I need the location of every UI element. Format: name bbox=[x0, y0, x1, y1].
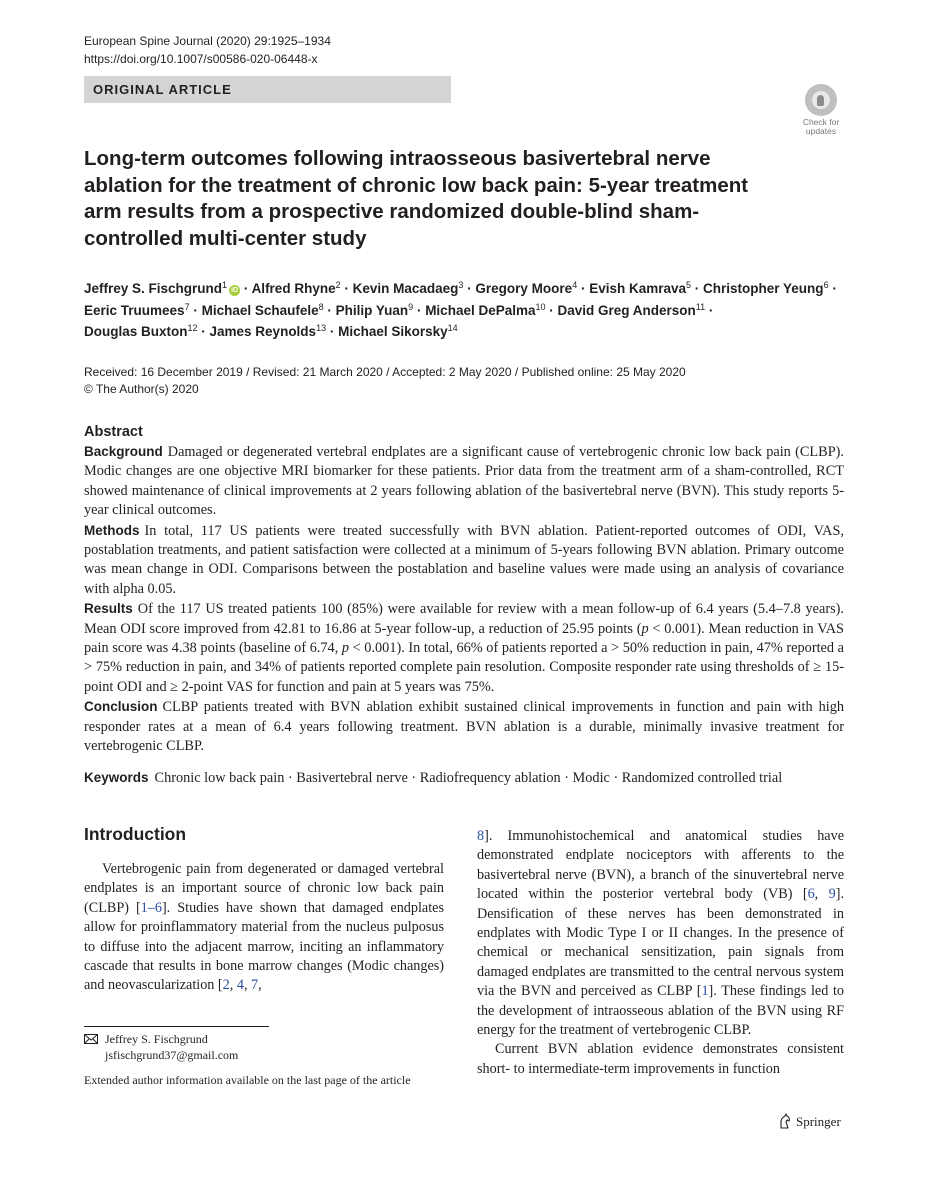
intro-paragraph-2: Current BVN ablation evidence demonstrates consistent short- to intermediate-term improvements in function bbox=[477, 1041, 844, 1077]
citation-link[interactable]: 1 bbox=[701, 983, 709, 1000]
author[interactable]: Alfred Rhyne$^2$ bbox=[251, 280, 341, 296]
copyright-line: © The Author(s) 2020 bbox=[84, 382, 199, 396]
publisher-name: Springer bbox=[796, 1114, 841, 1129]
citation-link[interactable]: 9 bbox=[828, 886, 836, 903]
citation-link[interactable]: 4 bbox=[236, 977, 244, 994]
author[interactable]: David Greg Anderson$^{11}$ bbox=[557, 301, 706, 318]
keywords-label: Keywords bbox=[84, 770, 149, 785]
crossmark-icon bbox=[805, 84, 837, 116]
abstract-background: Background Damaged or degenerated vertebral endplates are a significant cause of vertebrogenic chronic low back pain (CLBP). Modic changes are one objective MRI biomarker for these patients. Prior data from the treatment arm of a sham-controlled, RCT showed maintenance of clinical improvements at 2 years following ablation of the basivertebral nerve (BVN). This study reports 5-year clinical outcomes. bbox=[84, 444, 844, 519]
keywords bbox=[84, 768, 844, 788]
author[interactable]: Gregory Moore$^4$ bbox=[475, 280, 578, 296]
citation-link[interactable]: 1–6 bbox=[140, 899, 162, 916]
introduction-heading: Introduction bbox=[84, 824, 187, 844]
article-title: Long-term outcomes following intraosseous basivertebral nerve ablation for the treatment of chronic low back pain: 5-year treatment arm results from a prospective randomized double-blind sham-controlled multi-center study bbox=[84, 147, 749, 250]
envelope-icon bbox=[84, 1034, 98, 1044]
citation-link[interactable]: 8 bbox=[477, 828, 485, 844]
corresponding-author-name: Jeffrey S. Fischgrund bbox=[105, 1032, 208, 1046]
doi-link[interactable]: https://doi.org/10.1007/s00586-020-06448-x bbox=[84, 52, 318, 66]
corresponding-author-email[interactable]: jsfischgrund37@gmail.com bbox=[105, 1048, 239, 1062]
footnote-divider bbox=[84, 1026, 269, 1027]
abstract-results: Results Of the 117 US treated patients 100 (85%) were available for review with a mean follow-up of 6.4 years (5.4–7.8 years). Mean ODI score improved from 42.81 to 16.86 at 5-year follow-up, a reduction of 25.95 points (p < 0.001). Mean reduction in VAS pain score was 4.38 points (baseline of 6.74, p < 0.001). In total, 66% of patients reported a > 50% reduction in pain, 47% reported a > 75% reduction in pain, and 34% of patients reported complete pain resolution. Composite responder rate using thresholds of ≥ 15-point ODI and ≥ 2-point VAS for function and pain at 5 years was 75%. bbox=[84, 601, 844, 695]
author[interactable]: Michael Schaufele$^8$ bbox=[201, 301, 324, 318]
author[interactable]: Evish Kamrava$^5$ bbox=[589, 280, 692, 296]
abstract-conclusion: Conclusion CLBP patients treated with BVN ablation exhibit sustained clinical improvements in function and pain with high responder rates at a mean of 6.4 years following treatment. BVN ablation is a durable, minimally invasive treatment for vertebrogenic CLBP. bbox=[84, 699, 844, 755]
intro-right-column bbox=[477, 827, 844, 1079]
author[interactable]: Christopher Yeung$^6$ bbox=[703, 280, 829, 296]
author[interactable]: James Reynolds$^{13}$ bbox=[209, 323, 327, 339]
abstract-heading: Abstract bbox=[84, 424, 143, 440]
check-for-updates-label: Check for updates bbox=[802, 117, 840, 136]
author[interactable]: Michael Sikorsky$^{14}$ bbox=[338, 323, 458, 339]
author[interactable]: Philip Yuan$^9$ bbox=[335, 301, 414, 318]
intro-paragraph-1-cont: 8]. Immunohistochemical and anatomical studies have demonstrated endplate nociceptors with afferents to the basivertebral nerve (BVN), a branch of the sinuvertebral nerve located within the posterior vertebral body (VB) [6, 9]. Densification of these nerves has been demonstrated in endplates with Modic Type I or II changes. In the presence of chemical or mechanical sensitization, pain signals from damaged endplates are transmitted to the central nervous system via the BVN and perceived as CLBP [1]. These findings led to the development of intraosseous ablation of the BVN using RF energy for the treatment of vertebrogenic CLBP. bbox=[477, 828, 845, 1039]
author[interactable]: Jeffrey S. Fischgrund$^1$iD bbox=[84, 280, 239, 296]
citation-link[interactable]: 7 bbox=[251, 977, 259, 994]
orcid-icon[interactable]: iD bbox=[231, 287, 239, 294]
publisher-logo bbox=[778, 1113, 841, 1131]
author[interactable]: Douglas Buxton$^{12}$ bbox=[84, 323, 198, 339]
abstract-body bbox=[84, 442, 844, 757]
citation-link[interactable]: 6 bbox=[807, 886, 815, 903]
keywords-list: Chronic low back pain · Basivertebral nerve · Radiofrequency ablation · Modic · Randomized controlled trial bbox=[154, 770, 783, 786]
intro-left-column bbox=[84, 860, 444, 996]
springer-horse-icon bbox=[778, 1113, 792, 1129]
author[interactable]: Eeric Truumees$^7$ bbox=[84, 301, 190, 318]
author-list: Jeffrey S. Fischgrund$^1$iD · Alfred Rhyne$^2$ · Kevin Macadaeg$^3$ · Gregory Moore$^4$ · Evish Kamrava$^5$ · Christopher Yeung$^6$ · Eeric Truumees$^7$ · Michael Schaufele$^8$ · Philip Yuan$^9$ · Michael DePalma$^{10}$ · David Greg Anderson$^{11}$ · Douglas Buxton$^{12}$ · James Reynolds$^{13}$ · Michael Sikorsky$^{14}$ bbox=[84, 280, 837, 339]
publication-dates: Received: 16 December 2019 / Revised: 21 March 2020 / Accepted: 2 May 2020 / Published online: 25 May 2020 bbox=[84, 365, 686, 379]
intro-paragraph-1: Vertebrogenic pain from degenerated or damaged vertebral endplates is an important source of chronic low back pain (CLBP) [1–6]. Studies have shown that damaged endplates allow for proinflammatory material from the nucleus pulposus to diffuse into the adjacent marrow, inciting an inflammatory cascade that results in bone marrow changes (Modic changes) and neovascularization [2, 4, 7, bbox=[84, 861, 444, 994]
extended-author-info: Extended author information available on the last page of the article bbox=[84, 1073, 411, 1087]
check-for-updates-badge[interactable] bbox=[798, 84, 844, 136]
article-type-label: ORIGINAL ARTICLE bbox=[93, 82, 232, 97]
author[interactable]: Michael DePalma$^{10}$ bbox=[425, 301, 546, 318]
author[interactable]: Kevin Macadaeg$^3$ bbox=[352, 280, 464, 296]
citation-link[interactable]: 2 bbox=[222, 977, 230, 994]
article-type-bar bbox=[84, 76, 451, 103]
abstract-methods: Methods In total, 117 US patients were treated successfully with BVN ablation. Patient-reported outcomes of ODI, VAS, postablation treatments, and patient satisfaction were collected at a minimum of 5-years following BVN ablation. Primary outcome was mean change in ODI. Comparisons between the postablation and baseline values were made using an analysis of covariance with alpha 0.05. bbox=[84, 522, 844, 597]
journal-citation: European Spine Journal (2020) 29:1925–1934 bbox=[84, 34, 331, 48]
